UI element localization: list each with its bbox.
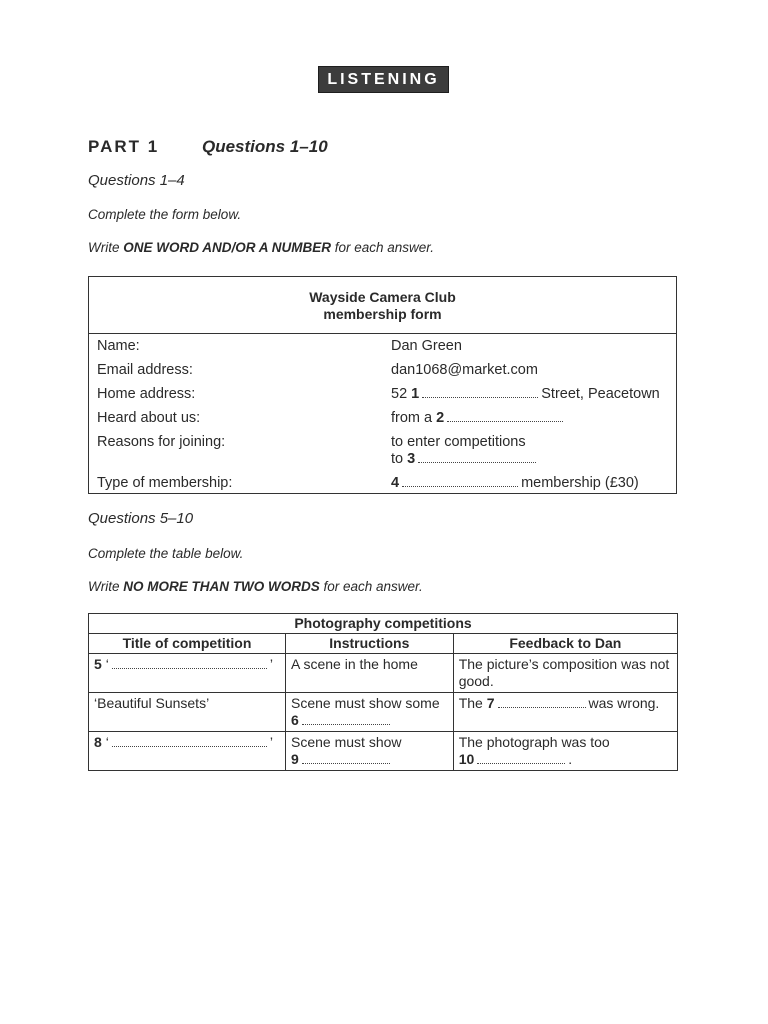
question-number-1: 1	[411, 386, 420, 402]
form-label-reasons: Reasons for joining:	[97, 434, 226, 450]
instruction-text: Write	[88, 579, 124, 594]
table-cell: ‘Beautiful Sunsets’	[89, 693, 286, 732]
question-number-2: 2	[436, 410, 445, 426]
question-number-9: 9	[291, 751, 299, 767]
answer-blank-1[interactable]	[422, 387, 538, 398]
section1-title: Questions 1–4	[88, 172, 185, 189]
instruction-text: Write	[88, 240, 124, 255]
cell-text: .	[568, 751, 573, 767]
section2-title: Questions 5–10	[88, 510, 194, 527]
table-cell	[286, 732, 454, 771]
competitions-table	[88, 613, 678, 771]
instruction-text: for each answer.	[319, 579, 423, 594]
table-cell: A scene in the home	[286, 654, 454, 693]
listening-heading-text: LISTENING	[327, 70, 440, 88]
table-row	[89, 654, 678, 693]
question-number-8: 8	[94, 734, 102, 750]
answer-blank-6[interactable]	[302, 714, 390, 725]
form-label-email: Email address:	[97, 362, 193, 378]
form-label-heard-about: Heard about us:	[97, 410, 201, 426]
form-value-email: dan1068@market.com	[391, 362, 538, 378]
form-title-line2: membership form	[323, 306, 442, 322]
form-value-heard-about	[391, 410, 566, 426]
form-value-reasons-line2	[391, 451, 539, 467]
cell-text: Scene must show some	[291, 695, 440, 711]
listening-heading	[318, 66, 449, 93]
part-label: PART 1	[88, 137, 160, 156]
value-text: to	[391, 451, 408, 467]
value-text: Street, Peacetown	[541, 386, 660, 402]
question-number-3: 3	[407, 451, 416, 467]
answer-blank-4[interactable]	[402, 476, 518, 487]
answer-blank-8[interactable]	[112, 736, 267, 747]
close-quote: ’	[269, 656, 273, 672]
form-title-line1: Wayside Camera Club	[309, 289, 456, 305]
question-number-10: 10	[458, 751, 475, 767]
cell-text: The	[458, 695, 487, 711]
section2-instruction2	[88, 579, 423, 594]
part-questions: Questions 1–10	[202, 137, 328, 156]
table-cell	[453, 732, 677, 771]
open-quote: ‘	[105, 656, 109, 672]
table-title: Photography competitions	[89, 614, 678, 634]
instruction-bold: NO MORE THAN TWO WORDS	[123, 579, 320, 594]
cell-text: Scene must show	[291, 734, 402, 750]
table-cell	[286, 693, 454, 732]
instruction-text: for each answer.	[331, 240, 435, 255]
column-header: Instructions	[286, 634, 454, 654]
table-cell: The picture’s composition was not good.	[453, 654, 677, 693]
table-cell	[89, 654, 286, 693]
value-text: membership (£30)	[521, 475, 639, 491]
form-value-reasons-line1: to enter competitions	[391, 434, 526, 450]
question-number-7: 7	[486, 695, 495, 711]
section2-instruction1: Complete the table below.	[88, 546, 244, 561]
form-label-membership-type: Type of membership:	[97, 475, 233, 491]
instruction-bold: ONE WORD AND/OR A NUMBER	[123, 240, 331, 255]
column-header: Title of competition	[89, 634, 286, 654]
form-header	[89, 277, 676, 334]
column-header: Feedback to Dan	[453, 634, 677, 654]
answer-blank-9[interactable]	[302, 753, 390, 764]
cell-text: The photograph was too	[458, 734, 610, 750]
form-value-home-address	[391, 386, 660, 402]
value-text: from a	[391, 410, 437, 426]
answer-blank-3[interactable]	[418, 452, 536, 463]
question-number-6: 6	[291, 712, 299, 728]
table-title-row	[89, 614, 678, 634]
question-number-5: 5	[94, 656, 102, 672]
table-cell	[89, 732, 286, 771]
open-quote: ‘	[105, 734, 109, 750]
table-header-row	[89, 634, 678, 654]
section1-instruction2	[88, 240, 434, 255]
form-value-membership-type	[391, 475, 639, 491]
value-text: 52	[391, 386, 412, 402]
answer-blank-10[interactable]	[477, 753, 565, 764]
form-label-home-address: Home address:	[97, 386, 196, 402]
answer-blank-2[interactable]	[447, 411, 563, 422]
section1-instruction1: Complete the form below.	[88, 207, 242, 222]
table-row	[89, 693, 678, 732]
close-quote: ’	[269, 734, 273, 750]
table-cell	[453, 693, 677, 732]
form-value-name: Dan Green	[391, 338, 462, 354]
membership-form	[88, 276, 677, 494]
question-number-4: 4	[391, 475, 400, 491]
cell-text: was wrong.	[588, 695, 660, 711]
answer-blank-5[interactable]	[112, 658, 267, 669]
answer-blank-7[interactable]	[498, 697, 586, 708]
table-row	[89, 732, 678, 771]
form-label-name: Name:	[97, 338, 140, 354]
